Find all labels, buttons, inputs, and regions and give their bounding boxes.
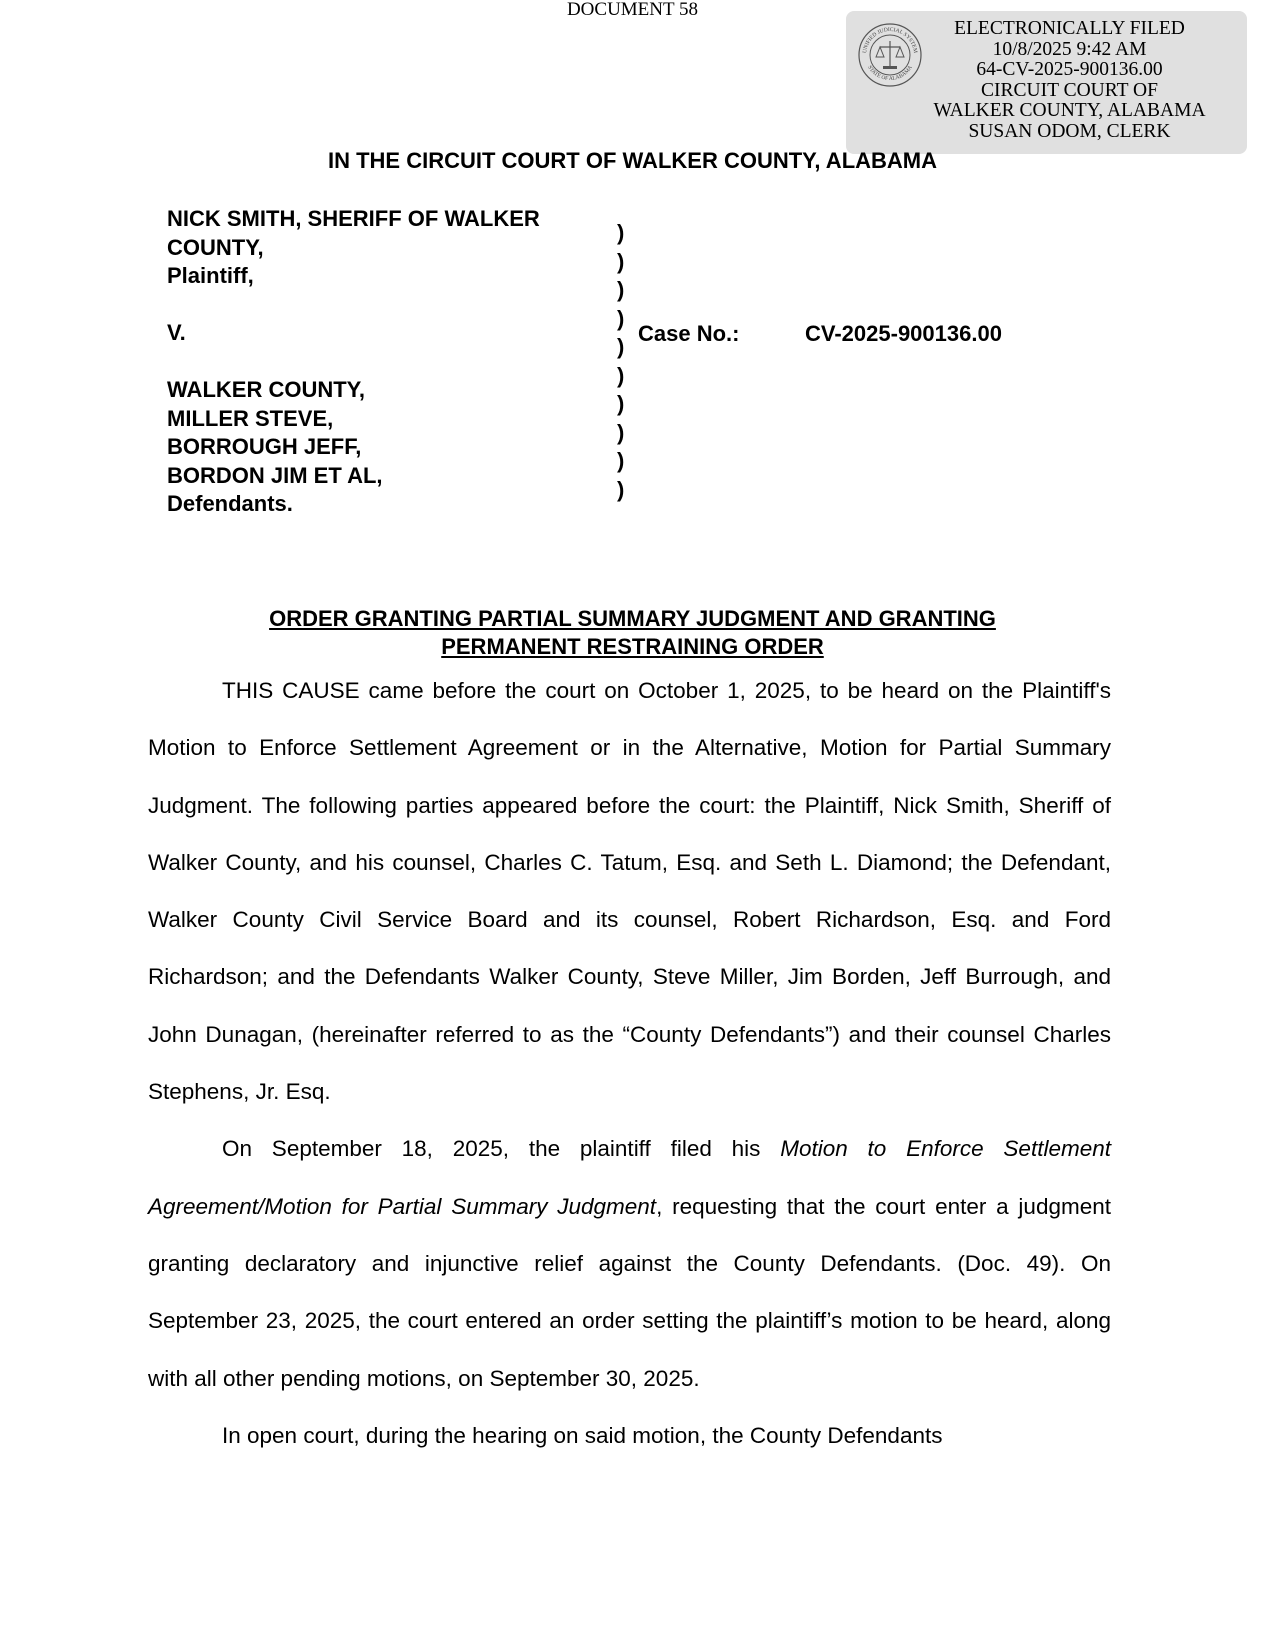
caption-paren: ) [617,277,625,302]
motion-title: Motion to Enforce Settlement Agreement/Motion for Partial Summary Judgment [148,1136,1111,1219]
versus-label: V. [167,320,186,345]
paragraph-3: In open court, during the hearing on said motion, the County Defendants [222,1422,943,1448]
stamp-line-county: WALKER COUNTY, ALABAMA [933,100,1206,121]
caption-paren: ) [617,476,625,502]
order-title-line-1: ORDER GRANTING PARTIAL SUMMARY JUDGMENT AND GRANTING [269,606,996,631]
caption-paren: ) [617,248,625,274]
court-title: IN THE CIRCUIT COURT OF WALKER COUNTY, ALABAMA [327,148,938,173]
paragraph-2-intro: On September 18, 2025, the plaintiff filed his [222,1136,761,1162]
defendant-role: Defendants. [167,491,293,516]
order-title-line-2: PERMANENT RESTRAINING ORDER [441,634,824,659]
caption-paren: ) [617,334,625,359]
caption-paren: ) [617,220,625,245]
defendant-line: BORDON JIM ET AL, [167,462,383,488]
caption-paren: ) [617,448,625,473]
case-caption-parties [167,205,597,519]
stamp-line-filed: ELECTRONICALLY FILED [954,18,1185,39]
plaintiff-role: Plaintiff, [167,263,254,288]
case-number-label: Case No.: [638,321,740,346]
seal-top-text: UNIFIED JUDICIAL SYSTEM [862,26,918,54]
defendant-line: WALKER COUNTY, [167,377,365,402]
defendant-line: BORROUGH JEFF, [167,434,362,459]
stamp-line-court: CIRCUIT COURT OF [981,79,1158,101]
paragraph-1: THIS CAUSE came before the court on October 1, 2025, to be heard on the Plaintiff's Motion to Enforce Settlement Agreement or in the Alternative, Motion for Partial Summary Judgment. The following parties appeared before the court: the Plaintiff, Nick Smith, Sheriff of Walker County, and his counsel, Charles C. Tatum, Esq. and Seth L. Diamond; the Defendant, Walker County Civil Service Board and its counsel, Robert Richardson, Esq. and Ford Richardson; and the Defendants Walker County, Steve Miller, Jim Borden, Jeff Burrough, and John Dunagan, (hereinafter referred to as the “County Defendants”) and their counsel Charles Stephens, Jr. Esq. [148,678,1111,1105]
plaintiff-line: COUNTY, [167,234,264,260]
case-number: CV-2025-900136.00 [805,321,1002,346]
paragraph-2-rest: , requesting that the court enter a judgment granting declaratory and injunctive relief against the County Defendants. (Doc. 49). On September 23, 2025, the court entered an order setting the plaintiff’s motion to be heard, along with all other pending motions, on September 30, 2025. [148,1193,1111,1391]
filing-stamp [846,11,1247,154]
order-body [148,662,1111,1464]
stamp-line-datetime: 10/8/2025 9:42 AM [992,38,1147,60]
caption-paren: ) [617,419,625,445]
stamp-line-case-number: 64-CV-2025-900136.00 [976,59,1163,80]
caption-paren: ) [617,391,625,416]
defendant-line: MILLER STEVE, [167,405,334,431]
order-title [0,605,1265,661]
caption-paren: ) [617,362,625,388]
caption-paren: ) [617,305,625,331]
seal-bottom-text: STATE OF ALABAMA [866,64,914,83]
caption-parentheses [617,219,637,504]
paragraph-2 [148,1120,1111,1406]
document-label: DOCUMENT 58 [566,0,699,20]
plaintiff-line: NICK SMITH, SHERIFF OF WALKER [167,206,540,231]
stamp-line-clerk: SUSAN ODOM, CLERK [968,120,1171,142]
